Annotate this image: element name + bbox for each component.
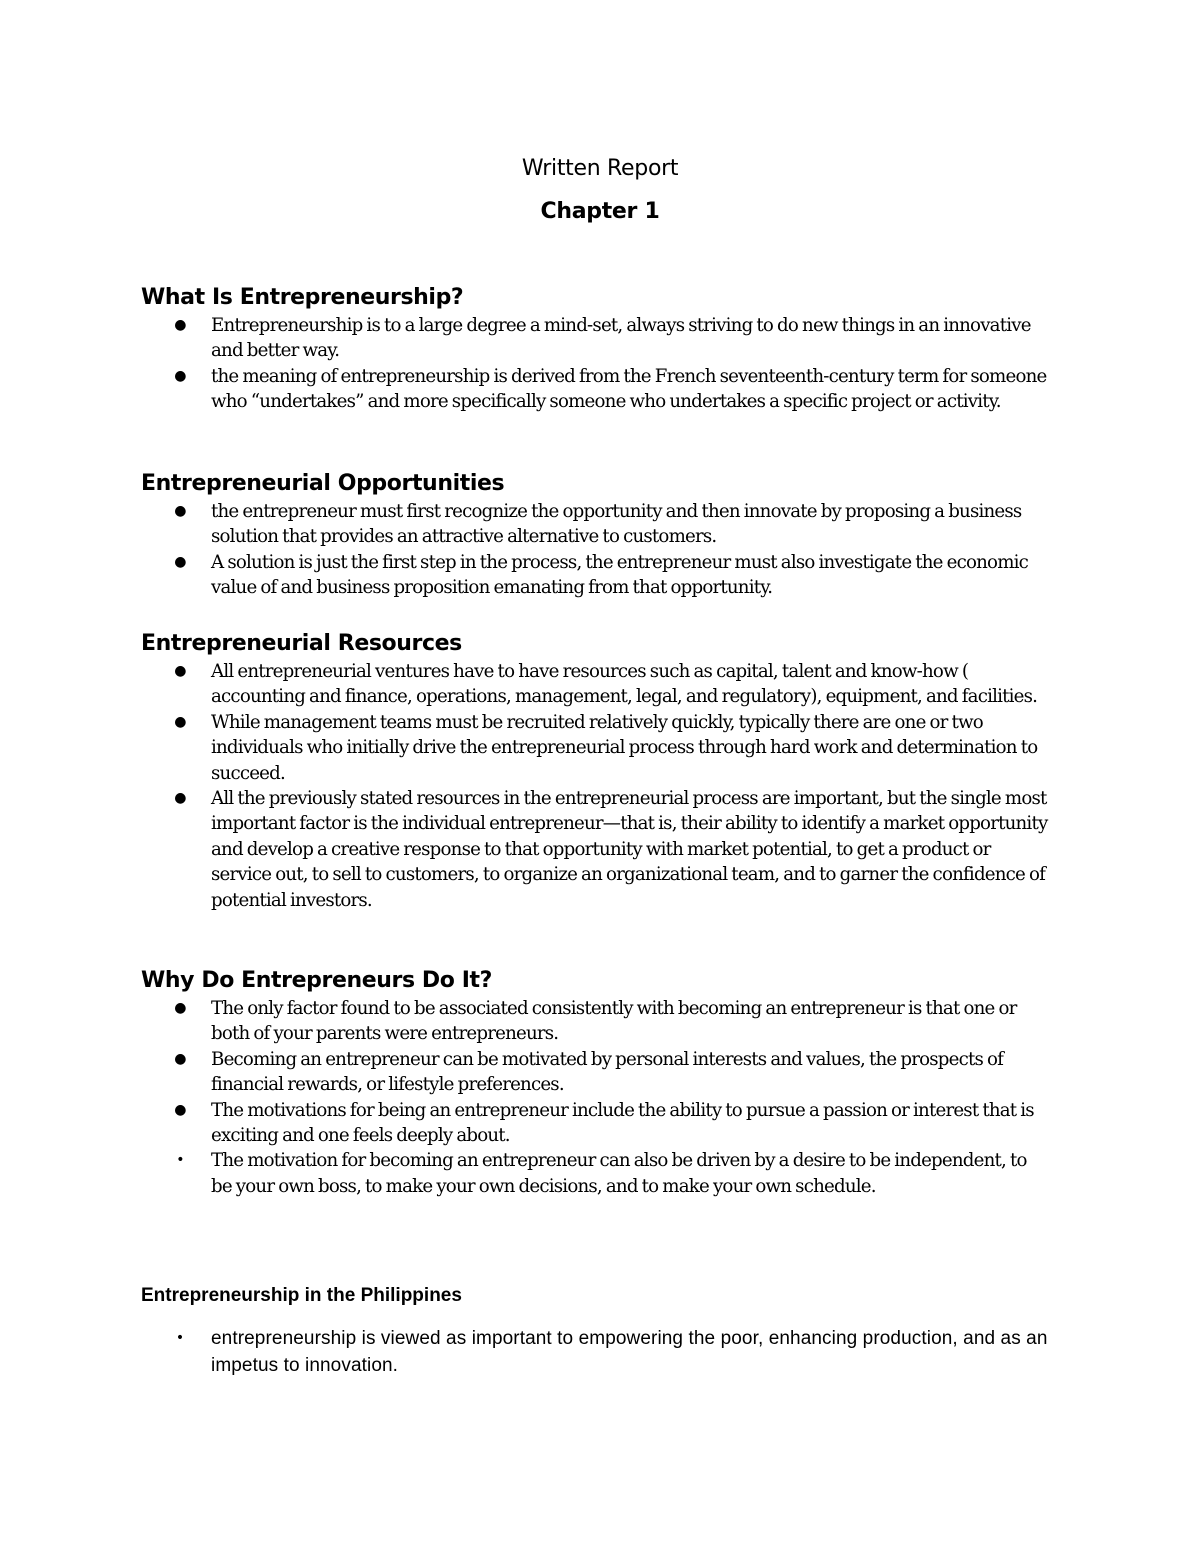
bullet-icon: ● bbox=[174, 367, 186, 384]
section-heading: Entrepreneurial Resources bbox=[141, 631, 462, 656]
section-heading: Entrepreneurship in the Philippines bbox=[141, 1285, 462, 1306]
list-item bbox=[0, 364, 1051, 415]
bullet-icon: • bbox=[175, 1330, 185, 1346]
list-item bbox=[0, 1325, 1051, 1379]
list-item bbox=[0, 786, 1051, 913]
list-item-text: The only factor found to be associated consistently with becoming an entrepreneur is that one or both of your parents were entrepreneurs. bbox=[211, 998, 1017, 1045]
bullet-icon: • bbox=[176, 1152, 184, 1169]
bullet-list bbox=[0, 499, 1051, 601]
bullet-list bbox=[0, 313, 1051, 415]
bullet-list bbox=[0, 659, 1051, 913]
list-item bbox=[0, 499, 1051, 550]
list-item bbox=[0, 659, 1051, 710]
bullet-icon: ● bbox=[174, 503, 186, 519]
list-item bbox=[0, 550, 1051, 601]
bullet-list bbox=[0, 996, 1051, 1199]
section-heading: Why Do Entrepreneurs Do It? bbox=[141, 968, 493, 993]
bullet-icon: ● bbox=[174, 663, 186, 679]
list-item bbox=[0, 710, 1051, 786]
bullet-icon: ● bbox=[174, 553, 186, 570]
bullet-list bbox=[0, 1325, 1051, 1379]
bullet-icon: ● bbox=[174, 1000, 186, 1016]
bullet-icon: ● bbox=[174, 1101, 186, 1118]
list-item-text: Becoming an entrepreneur can be motivated by personal interests and values, the prospects of financial rewards, or lifestyle preferences. bbox=[211, 1048, 1004, 1096]
section-heading: What Is Entrepreneurship? bbox=[141, 285, 464, 310]
document-subtitle: Chapter 1 bbox=[540, 199, 660, 224]
list-item-text: All the previously stated resources in the entrepreneurial process are important, but the single most important factor is the individual entrepreneur—that is, their ability to identify a market opportunity and develop a creative response to that opportunity with market potential, to get a product or service out, to sell to customers, to organize an organizational team, and to garner the confidence of potential investors. bbox=[211, 788, 1048, 911]
bullet-icon: ● bbox=[174, 317, 186, 333]
list-item bbox=[0, 1098, 1051, 1149]
bullet-icon: ● bbox=[174, 790, 186, 807]
list-item bbox=[0, 1047, 1051, 1098]
list-item-text: entrepreneurship is viewed as important to empowering the poor, enhancing production, and as an impetus to innovation. bbox=[211, 1328, 1048, 1376]
document-title: Written Report bbox=[521, 156, 679, 181]
bullet-icon: ● bbox=[174, 1050, 186, 1067]
list-item bbox=[0, 313, 1051, 364]
list-item-text: While management teams must be recruited relatively quickly, typically there are one or two individuals who initially drive the entrepreneurial process through hard work and determination to succeed. bbox=[211, 711, 1038, 784]
section-heading: Entrepreneurial Opportunities bbox=[141, 471, 505, 496]
bullet-icon: ● bbox=[174, 713, 186, 730]
list-item-text: the meaning of entrepreneurship is derived from the French seventeenth-century term for someone who “undertakes” and more specifically someone who undertakes a specific project or activity. bbox=[211, 365, 1047, 413]
list-item-text: the entrepreneur must first recognize the opportunity and then innovate by proposing a business solution that provides an attractive alternative to customers. bbox=[211, 501, 1022, 548]
list-item bbox=[0, 1148, 1051, 1199]
list-item-text: The motivation for becoming an entrepreneur can also be driven by a desire to be independent, to be your own boss, to make your own decisions, and to make your own schedule. bbox=[211, 1150, 1027, 1197]
list-item-text: All entrepreneurial ventures have to have resources such as capital, talent and know-how ( accounting and finance, operations, management, legal, and regulatory), equipment, and facilities. bbox=[211, 661, 1038, 708]
list-item-text: Entrepreneurship is to a large degree a mind-set, always striving to do new things in an innovative and better way. bbox=[211, 315, 1031, 362]
list-item-text: A solution is just the first step in the process, the entrepreneur must also investigate the economic value of and business proposition emanating from that opportunity. bbox=[211, 551, 1029, 599]
list-item-text: The motivations for being an entrepreneur include the ability to pursue a passion or interest that is exciting and one feels deeply about. bbox=[211, 1099, 1034, 1147]
list-item bbox=[0, 996, 1051, 1047]
